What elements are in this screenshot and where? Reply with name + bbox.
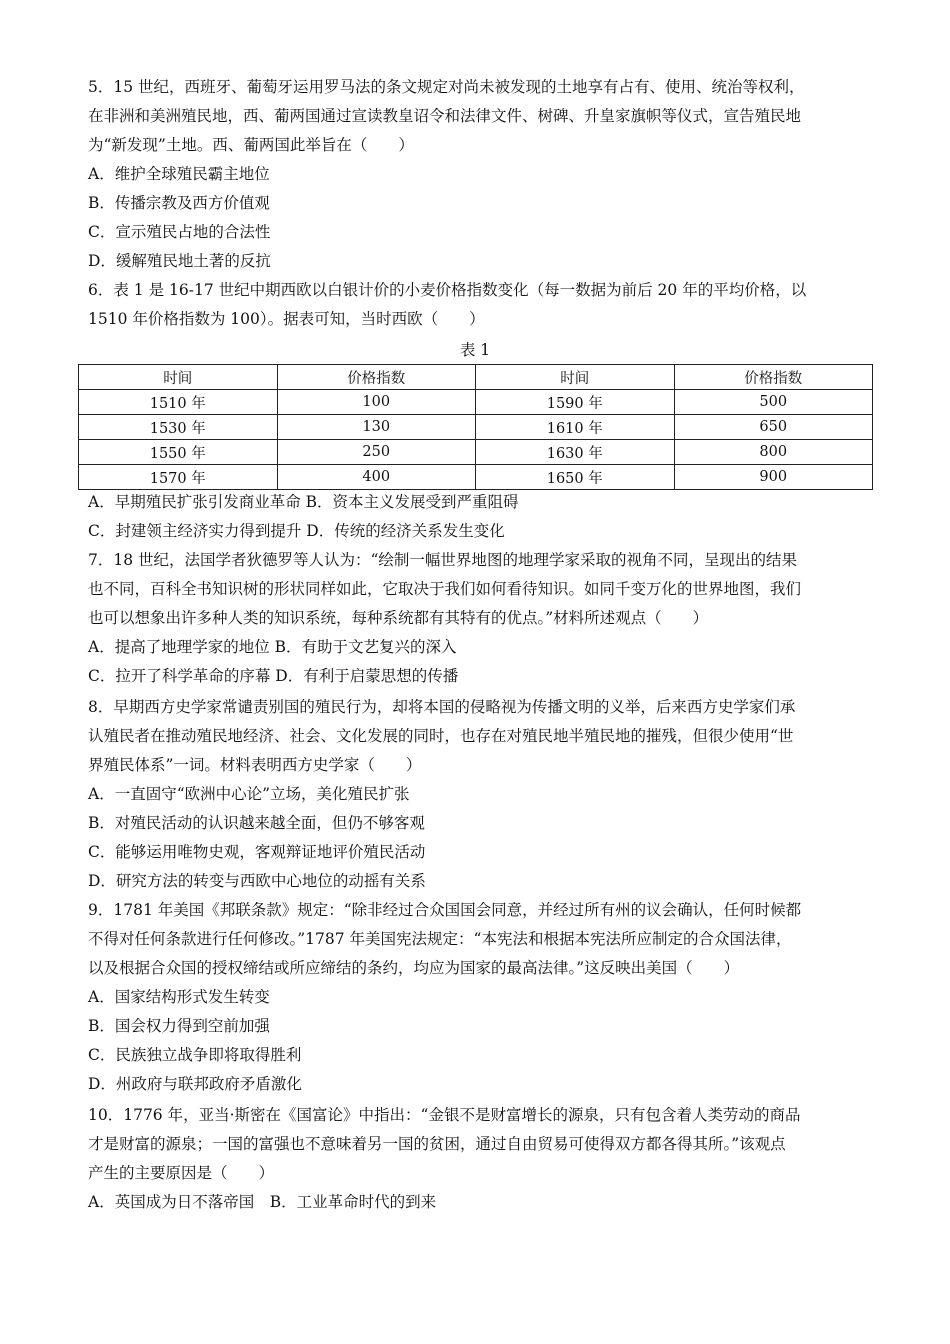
q8-option-d: D．研究方法的转变与西欧中心地位的动摇有关系 [88,872,426,890]
table-cell: 250 [277,440,476,465]
q8-stem-line-3: 界殖民体系”一词。材料表明西方史学家（ ） [88,756,422,774]
table-cell: 100 [277,390,476,415]
price-index-table [78,364,873,490]
table-header-cell: 时间 [476,365,675,390]
table-row [79,465,873,490]
q7-stem-line-3: 也可以想象出许多种人类的知识系统，每种系统都有其特有的优点。”材料所述观点（ ） [88,609,709,627]
table-row [79,415,873,440]
table-cell: 650 [674,415,873,440]
table-header-cell: 价格指数 [674,365,873,390]
table-cell: 130 [277,415,476,440]
table-row [79,390,873,415]
q7-option-cd: C．拉开了科学革命的序幕 D．有利于启蒙思想的传播 [88,667,459,685]
table-cell: 500 [674,390,873,415]
q8-option-b: B．对殖民活动的认识越来越全面，但仍不够客观 [88,814,425,832]
q6-stem-line-2: 1510 年价格指数为 100）。据表可知，当时西欧（ ） [88,310,485,328]
table-cell: 1570 年 [79,465,278,490]
q5-stem-line-1: 5．15 世纪，西班牙、葡萄牙运用罗马法的条文规定对尚未被发现的土地享有占有、使用、统治等权利， [88,78,805,96]
table-cell: 1630 年 [476,440,675,465]
table-cell: 1590 年 [476,390,675,415]
table-cell: 800 [674,440,873,465]
table-cell: 900 [674,465,873,490]
q8-stem-line-2: 认殖民者在推动殖民地经济、社会、文化发展的同时，也存在对殖民地半殖民地的摧残，但很少使用“世 [88,727,794,745]
table-cell: 1610 年 [476,415,675,440]
q5-stem-line-2: 在非洲和美洲殖民地，西、葡两国通过宣读教皇诏令和法律文件、树碑、升皇家旗帜等仪式，宣告殖民地 [88,107,802,125]
q7-stem-line-2: 也不同，百科全书知识树的形状同样如此，它取决于我们如何看待知识。如同千变万化的世界地图，我们 [88,580,802,598]
q8-option-a: A．一直固守“欧洲中心论”立场，美化殖民扩张 [88,785,410,803]
q10-stem-line-3: 产生的主要原因是（ ） [88,1164,275,1182]
q10-option-ab: A．英国成为日不落帝国 B．工业革命时代的到来 [88,1193,437,1211]
table-cell: 1510 年 [79,390,278,415]
q9-option-b: B．国会权力得到空前加强 [88,1017,270,1035]
q7-option-ab: A．提高了地理学家的地位 B．有助于文艺复兴的深入 [88,638,457,656]
q6-stem-line-1: 6．表 1 是 16-17 世纪中期西欧以白银计价的小麦价格指数变化（每一数据为前后 20 年的平均价格，以 [88,281,807,299]
table-caption: 表 1 [459,341,491,359]
q6-option-cd: C．封建领主经济实力得到提升 D．传统的经济关系发生变化 [88,522,505,540]
q9-stem-line-1: 9．1781 年美国《邦联条款》规定：“除非经过合众国国会同意，并经过所有州的议会确认，任何时候都 [88,901,802,919]
q9-stem-line-2: 不得对任何条款进行任何修改。”1787 年美国宪法规定：“本宪法和根据本宪法所应制定的合众国法律， [88,930,792,948]
q10-stem-line-2: 才是财富的源泉；一国的富强也不意味着另一国的贫困，通过自由贸易可使得双方都各得其所。”该观点 [88,1135,786,1153]
q8-stem-line-1: 8．早期西方史学家常谴责别国的殖民行为，却将本国的侵略视为传播文明的义举，后来西方史学家们承 [88,698,796,716]
table-row [79,440,873,465]
q9-option-a: A．国家结构形式发生转变 [88,988,270,1006]
table-header-cell: 价格指数 [277,365,476,390]
q5-option-c: C．宣示殖民占地的合法性 [88,223,271,241]
table-header-row [79,365,873,390]
q6-option-ab: A．早期殖民扩张引发商业革命 B．资本主义发展受到严重阻碍 [88,493,519,511]
q10-stem-line-1: 10．1776 年，亚当·斯密在《国富论》中指出：“金银不是财富增长的源泉，只有包含着人类劳动的商品 [88,1106,801,1124]
table-cell: 1530 年 [79,415,278,440]
q5-stem-line-3: 为“新发现”土地。西、葡两国此举旨在（ ） [88,136,414,154]
q5-option-d: D．缓解殖民地土著的反抗 [88,252,271,270]
q9-stem-line-3: 以及根据合众国的授权缔结或所应缔结的条约，均应为国家的最高法律。”这反映出美国（ ） [88,959,740,977]
q8-option-c: C．能够运用唯物史观，客观辩证地评价殖民活动 [88,843,426,861]
q9-option-d: D．州政府与联邦政府矛盾激化 [88,1075,302,1093]
table-header-cell: 时间 [79,365,278,390]
q9-option-c: C．民族独立战争即将取得胜利 [88,1046,302,1064]
q5-option-b: B．传播宗教及西方价值观 [88,194,270,212]
table-cell: 400 [277,465,476,490]
table-cell: 1650 年 [476,465,675,490]
table-cell: 1550 年 [79,440,278,465]
q5-option-a: A．维护全球殖民霸主地位 [88,165,270,183]
q7-stem-line-1: 7．18 世纪，法国学者狄德罗等人认为：“绘制一幅世界地图的地理学家采取的视角不同，呈现出的结果 [88,551,797,569]
